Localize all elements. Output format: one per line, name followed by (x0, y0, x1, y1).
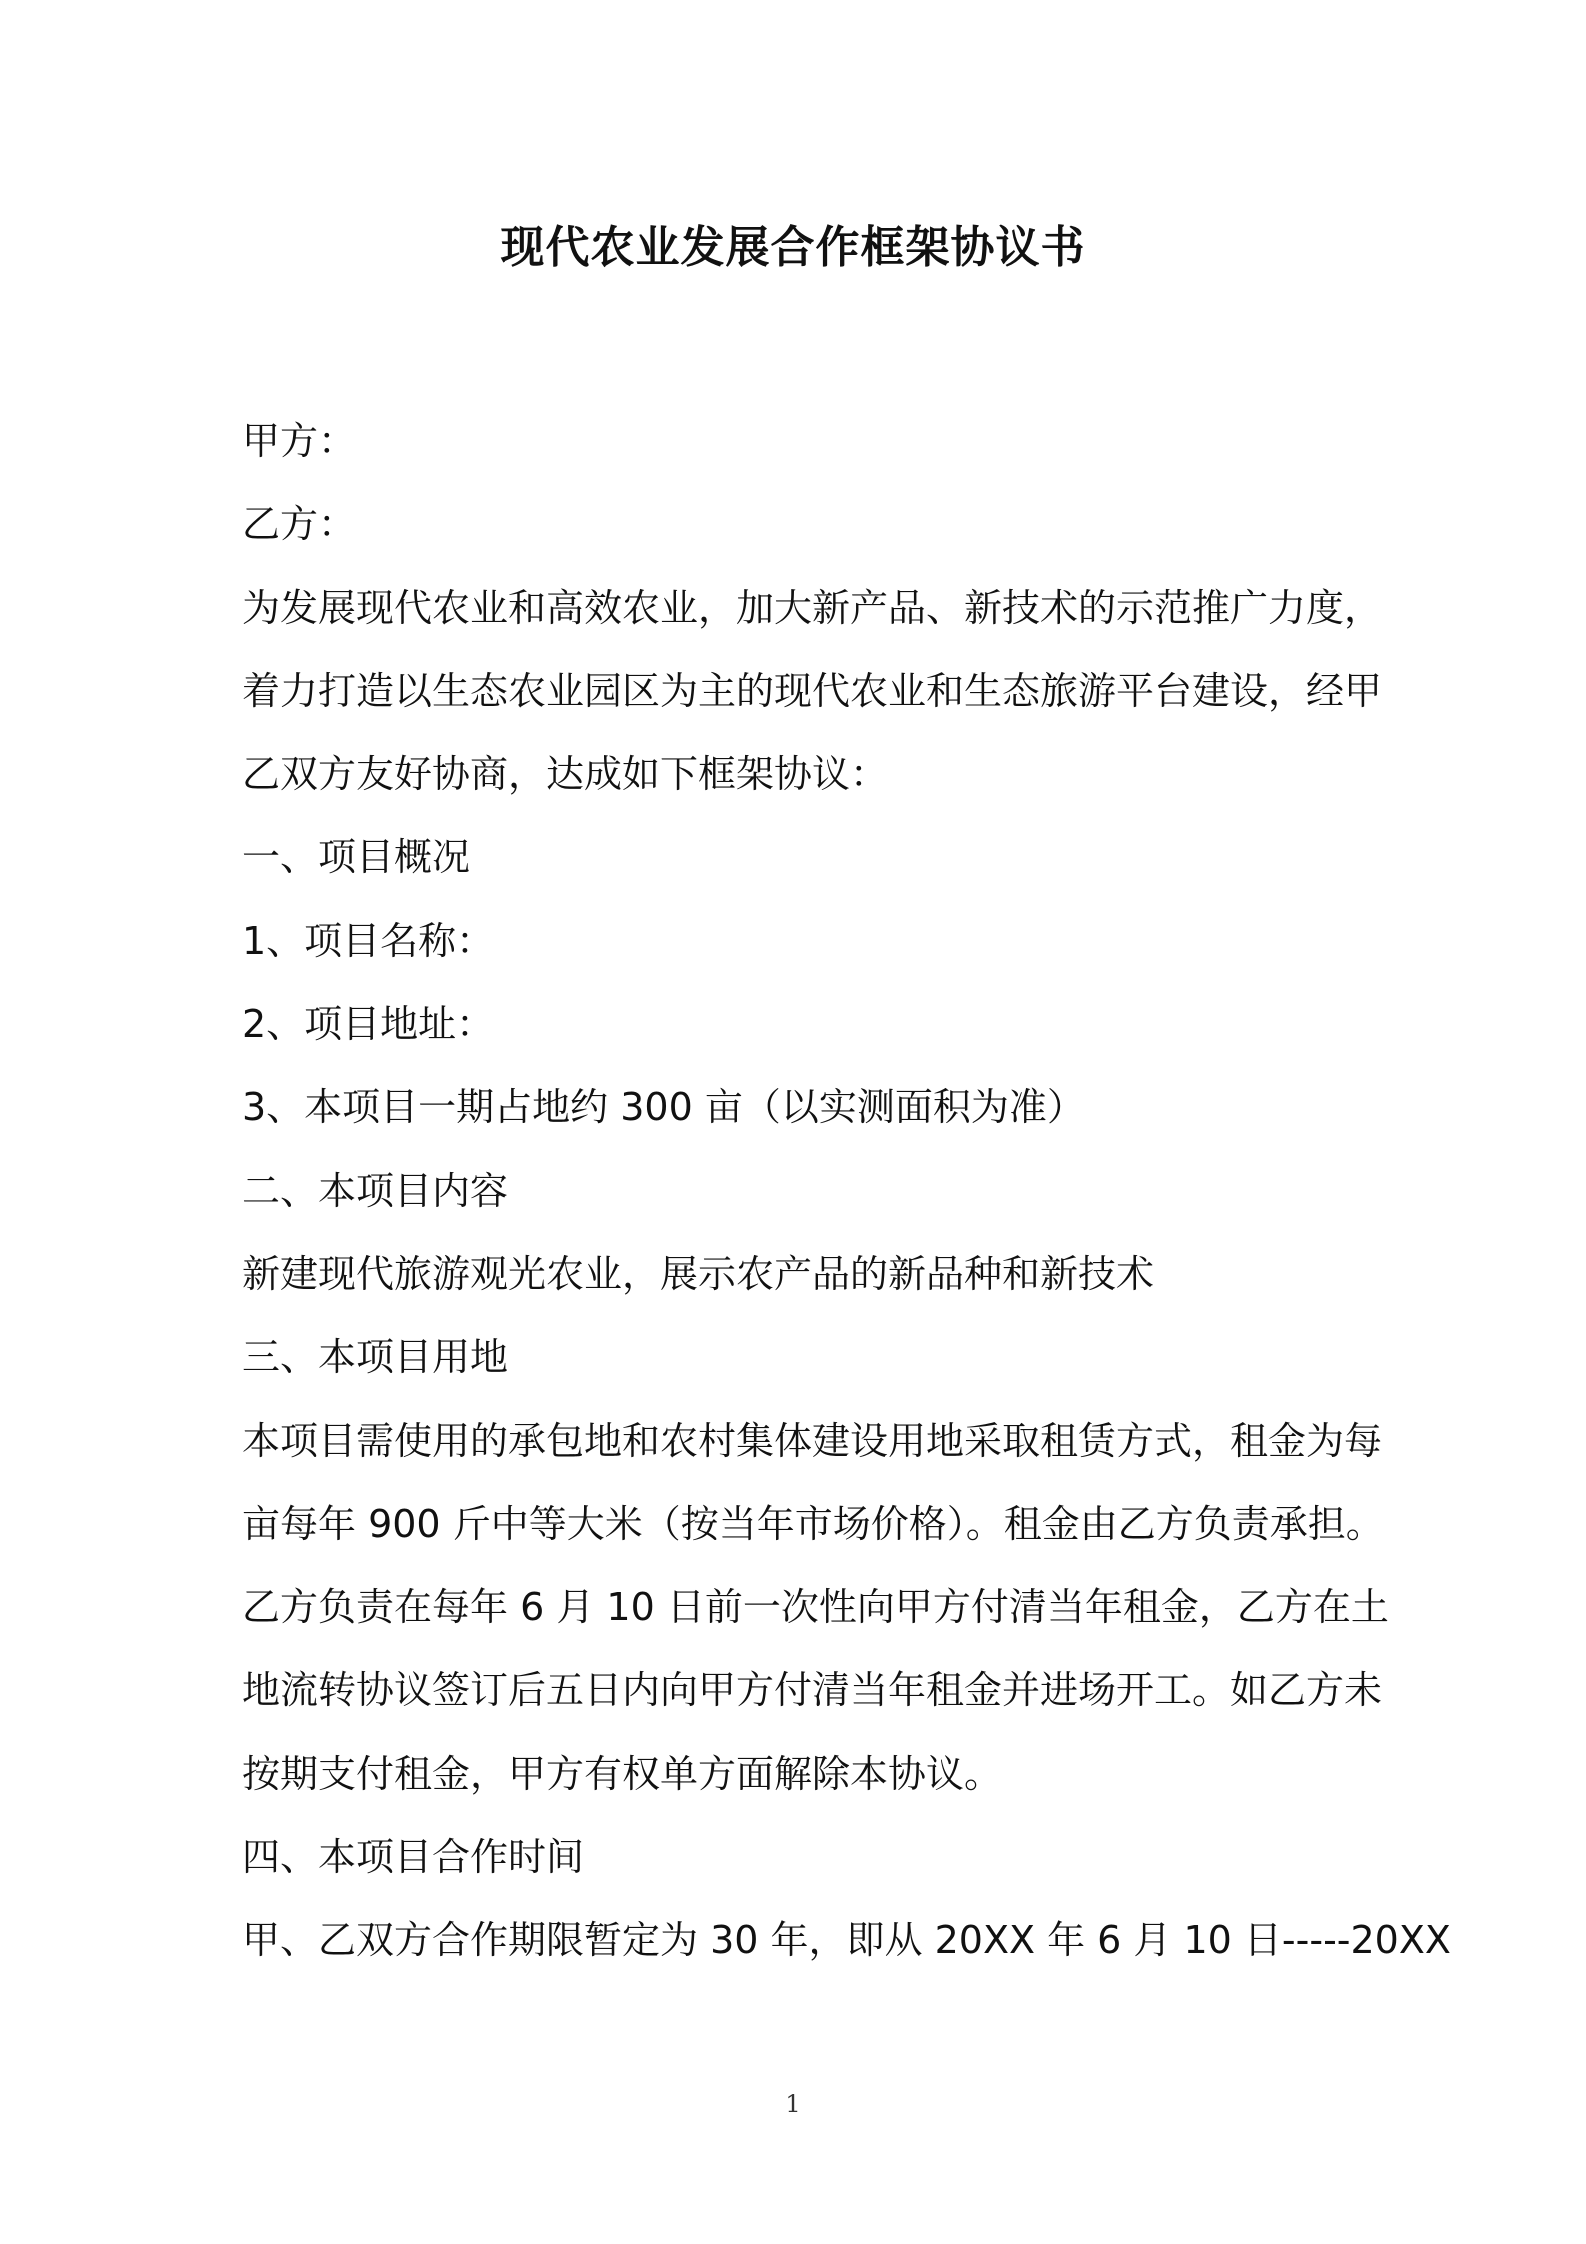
section-heading: 三、本项目用地 (242, 1335, 509, 1380)
section-heading: 一、项目概况 (242, 835, 471, 880)
page-number: 1 (785, 2090, 801, 2118)
page-title: 现代农业发展合作框架协议书 (500, 222, 1086, 273)
project-area-line: 3、本项目一期占地约 300 亩（以实测面积为准） (242, 1085, 1085, 1130)
land-use-paragraph-line: 地流转协议签订后五日内向甲方付清当年租金并进场开工。如乙方未 (242, 1668, 1383, 1713)
land-use-paragraph-line: 亩每年 900 斤中等大米（按当年市场价格）。租金由乙方负责承担。 (242, 1501, 1384, 1546)
party-b-line: 乙方： (242, 502, 357, 547)
cooperation-term-line: 甲、乙双方合作期限暂定为 30 年，即从 20XX 年 6 月 10 日-----20XX (242, 1918, 1451, 1963)
intro-paragraph-line: 着力打造以生态农业园区为主的现代农业和生态旅游平台建设，经甲 (242, 668, 1383, 713)
party-a-line: 甲方： (242, 419, 357, 463)
land-use-paragraph-line: 按期支付租金，甲方有权单方面解除本协议。 (242, 1751, 1003, 1796)
project-content-line: 新建现代旅游观光农业，展示农产品的新品种和新技术 (242, 1251, 1155, 1296)
project-address-line: 2、项目地址： (242, 1002, 495, 1047)
intro-paragraph-line: 为发展现代农业和高效农业，加大新产品、新技术的示范推广力度， (242, 585, 1383, 630)
project-name-line: 1、项目名称： (242, 918, 495, 963)
intro-paragraph-line: 乙双方友好协商，达成如下框架协议： (242, 752, 889, 797)
section-heading: 四、本项目合作时间 (242, 1835, 585, 1880)
land-use-paragraph-line: 本项目需使用的承包地和农村集体建设用地采取租赁方式，租金为每 (242, 1418, 1383, 1463)
land-use-paragraph-line: 乙方负责在每年 6 月 10 日前一次性向甲方付清当年租金，乙方在土 (242, 1585, 1389, 1630)
section-heading: 二、本项目内容 (242, 1168, 509, 1213)
document-body (242, 400, 1451, 1983)
